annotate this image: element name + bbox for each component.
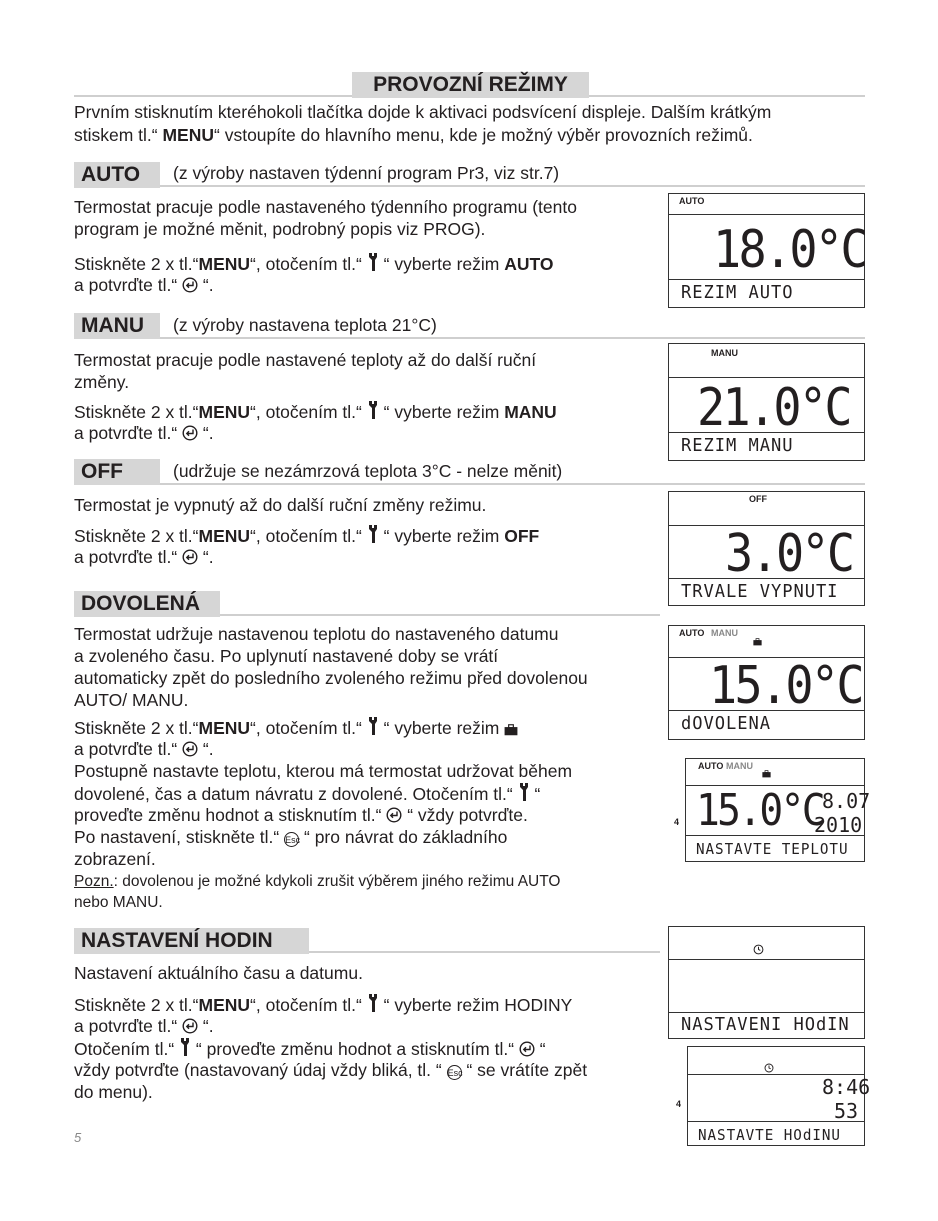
manu-instruction-1: Stiskněte 2 x tl.“MENU“, otočením tl.“ “ vyberte režim MANU: [74, 402, 557, 422]
esc-icon: Esc: [284, 832, 299, 847]
suitcase-icon: [753, 638, 762, 646]
intro-line-2: stiskem tl.“ MENU“ vstoupíte do hlavního menu, kde je možný výběr provozních režimů.: [74, 125, 753, 145]
hodiny-instruction-2: a potvrďte tl.“ “.: [74, 1016, 214, 1036]
lcd-mode-label: MANU: [711, 348, 738, 358]
manu-rule: [160, 337, 865, 339]
clock-icon: [753, 944, 764, 955]
lcd-time: 8:46: [822, 1075, 871, 1099]
wrench-icon: [367, 716, 379, 736]
lcd-temperature: 3.0°C: [725, 524, 853, 584]
off-lcd: [668, 491, 865, 606]
wrench-icon: [367, 400, 379, 420]
suitcase-icon: [504, 724, 518, 736]
lcd-temperature: 21.0°C: [697, 378, 850, 438]
enter-icon: [182, 277, 198, 293]
lcd-date-year: 2010: [814, 813, 863, 837]
off-desc-1: Termostat je vypnutý až do další ruční změny režimu.: [74, 495, 487, 515]
hodiny-desc: Nastavení aktuálního času a datumu.: [74, 963, 363, 983]
lcd-side-number: 4: [674, 817, 680, 827]
dovolena-note-2: nebo MANU.: [74, 894, 163, 911]
lcd-bottom-text: dOVOLENA: [681, 713, 771, 734]
page-number: 5: [74, 1130, 82, 1145]
dovolena-p1-1: Termostat udržuje nastavenou teplotu do nastaveného datumu: [74, 624, 559, 644]
enter-icon: [182, 549, 198, 565]
wrench-icon: [179, 1037, 191, 1057]
lcd-mode-label: AUTO: [679, 628, 705, 638]
lcd-mode-label: OFF: [749, 494, 767, 504]
off-subtitle: (udržuje se nezámrzová teplota 3°C - nelze měnit): [173, 461, 563, 481]
off-instruction-1: Stiskněte 2 x tl.“MENU“, otočením tl.“ “ vyberte režim OFF: [74, 526, 540, 546]
off-rule: [160, 483, 865, 485]
manu-instruction-2: a potvrďte tl.“ “.: [74, 423, 214, 443]
wrench-icon: [367, 252, 379, 272]
dovolena-instruction-2: a potvrďte tl.“ “.: [74, 739, 214, 759]
title-rule: [589, 95, 865, 97]
auto-instruction-2: a potvrďte tl.“ “.: [74, 275, 214, 295]
lcd-mode-label: AUTO: [679, 196, 705, 206]
lcd-temperature: 18.0°C: [713, 220, 866, 280]
lcd-mode-label-dim: MANU: [711, 628, 738, 638]
hodiny-rule: [309, 951, 660, 953]
dovolena-p2-3: proveďte změnu hodnot a stisknutím tl.“ “ vždy potvrďte.: [74, 805, 528, 825]
dovolena-p1-2: a zvoleného času. Po uplynutí nastavené doby se vrátí: [74, 646, 499, 666]
dovolena-p2-1: Postupně nastavte teplotu, kterou má termostat udržovat během: [74, 761, 573, 781]
lcd-mode-label: AUTO: [698, 761, 724, 771]
lcd-bottom-text: TRVALE VYPNUTI: [681, 581, 839, 602]
enter-icon: [182, 1018, 198, 1034]
wrench-icon: [518, 782, 530, 802]
lcd-bottom-text: REZIM MANU: [681, 435, 794, 456]
dovolena-lcd-1: [668, 625, 865, 740]
manu-lcd: [668, 343, 865, 461]
hodiny-instruction-1: Stiskněte 2 x tl.“MENU“, otočením tl.“ “ vyberte režim HODINY: [74, 995, 573, 1015]
dovolena-p2-2: dovolené, čas a datum návratu z dovolené. Otočením tl.“ “: [74, 784, 541, 804]
manu-desc-2: změny.: [74, 372, 130, 392]
auto-desc-1: Termostat pracuje podle nastaveného týdenního programu (tento: [74, 197, 577, 217]
dovolena-p1-4: AUTO/ MANU.: [74, 690, 189, 710]
dovolena-instruction-1: Stiskněte 2 x tl.“MENU“, otočením tl.“ “ vyberte režim: [74, 716, 518, 739]
enter-icon: [182, 425, 198, 441]
hodiny-heading: NASTAVENÍ HODIN: [74, 928, 309, 954]
clock-icon: [764, 1063, 774, 1073]
lcd-bottom-text: NASTAVTE HOdINU: [698, 1126, 841, 1144]
auto-subtitle: (z výroby nastaven týdenní program Pr3, viz str.7): [173, 163, 560, 183]
dovolena-rule: [220, 614, 660, 616]
dovolena-lcd-2: [674, 758, 871, 862]
lcd-temperature: 15.0°C: [696, 785, 823, 836]
enter-icon: [182, 741, 198, 757]
hodiny-p2-2: vždy potvrďte (nastavovaný údaj vždy bliká, tl. “ Esc “ se vrátíte zpět: [74, 1060, 588, 1080]
dovolena-note-1: Pozn.: dovolenou je možné kdykoli zrušit výběrem jiného režimu AUTO: [74, 873, 561, 890]
lcd-bottom-text: REZIM AUTO: [681, 282, 794, 303]
hodiny-p2-1: Otočením tl.“ “ proveďte změnu hodnot a stisknutím tl.“ “: [74, 1039, 546, 1059]
dovolena-p1-3: automaticky zpět do posledního zvoleného režimu před dovolenou: [74, 668, 588, 688]
lcd-bottom-text: NASTAVTE TEPLOTU: [696, 840, 849, 858]
suitcase-icon: [762, 770, 771, 778]
wrench-icon: [367, 524, 379, 544]
lcd-seconds: 53: [834, 1099, 859, 1123]
off-heading: OFF: [74, 459, 160, 485]
manu-desc-1: Termostat pracuje podle nastavené teploty až do další ruční: [74, 350, 537, 370]
esc-icon: Esc: [447, 1065, 462, 1080]
off-instruction-2: a potvrďte tl.“ “.: [74, 547, 214, 567]
lcd-mode-label-dim: MANU: [726, 761, 753, 771]
dovolena-p3-1: Po nastavení, stiskněte tl.“ Esc “ pro návrat do základního: [74, 827, 508, 847]
lcd-temperature: 15.0°C: [709, 656, 862, 716]
enter-icon: [386, 807, 402, 823]
wrench-icon: [367, 993, 379, 1013]
dovolena-heading: DOVOLENÁ: [74, 591, 220, 617]
hodiny-lcd-1: [668, 926, 865, 1039]
page-title: PROVOZNÍ REŽIMY: [352, 72, 589, 98]
dovolena-p3-2: zobrazení.: [74, 849, 156, 869]
title-rule-left: [74, 95, 352, 97]
intro-line-1: Prvním stisknutím kteréhokoli tlačítka dojde k aktivaci podsvícení displeje. Dalším krátkým: [74, 102, 772, 122]
manu-heading: MANU: [74, 313, 160, 339]
hodiny-p2-3: do menu).: [74, 1082, 153, 1102]
auto-instruction-1: Stiskněte 2 x tl.“MENU“, otočením tl.“ “ vyberte režim AUTO: [74, 254, 554, 274]
enter-icon: [519, 1041, 535, 1057]
auto-lcd: [668, 193, 865, 308]
hodiny-lcd-2: [676, 1046, 871, 1146]
lcd-side-number: 4: [676, 1099, 682, 1109]
manu-subtitle: (z výroby nastavena teplota 21°C): [173, 315, 437, 335]
lcd-bottom-text: NASTAVENI HOdIN: [681, 1014, 850, 1035]
auto-heading: AUTO: [74, 162, 160, 188]
auto-desc-2: program je možné měnit, podrobný popis viz PROG).: [74, 219, 486, 239]
auto-rule: [160, 185, 865, 187]
lcd-date-day: 8.07: [822, 789, 871, 813]
